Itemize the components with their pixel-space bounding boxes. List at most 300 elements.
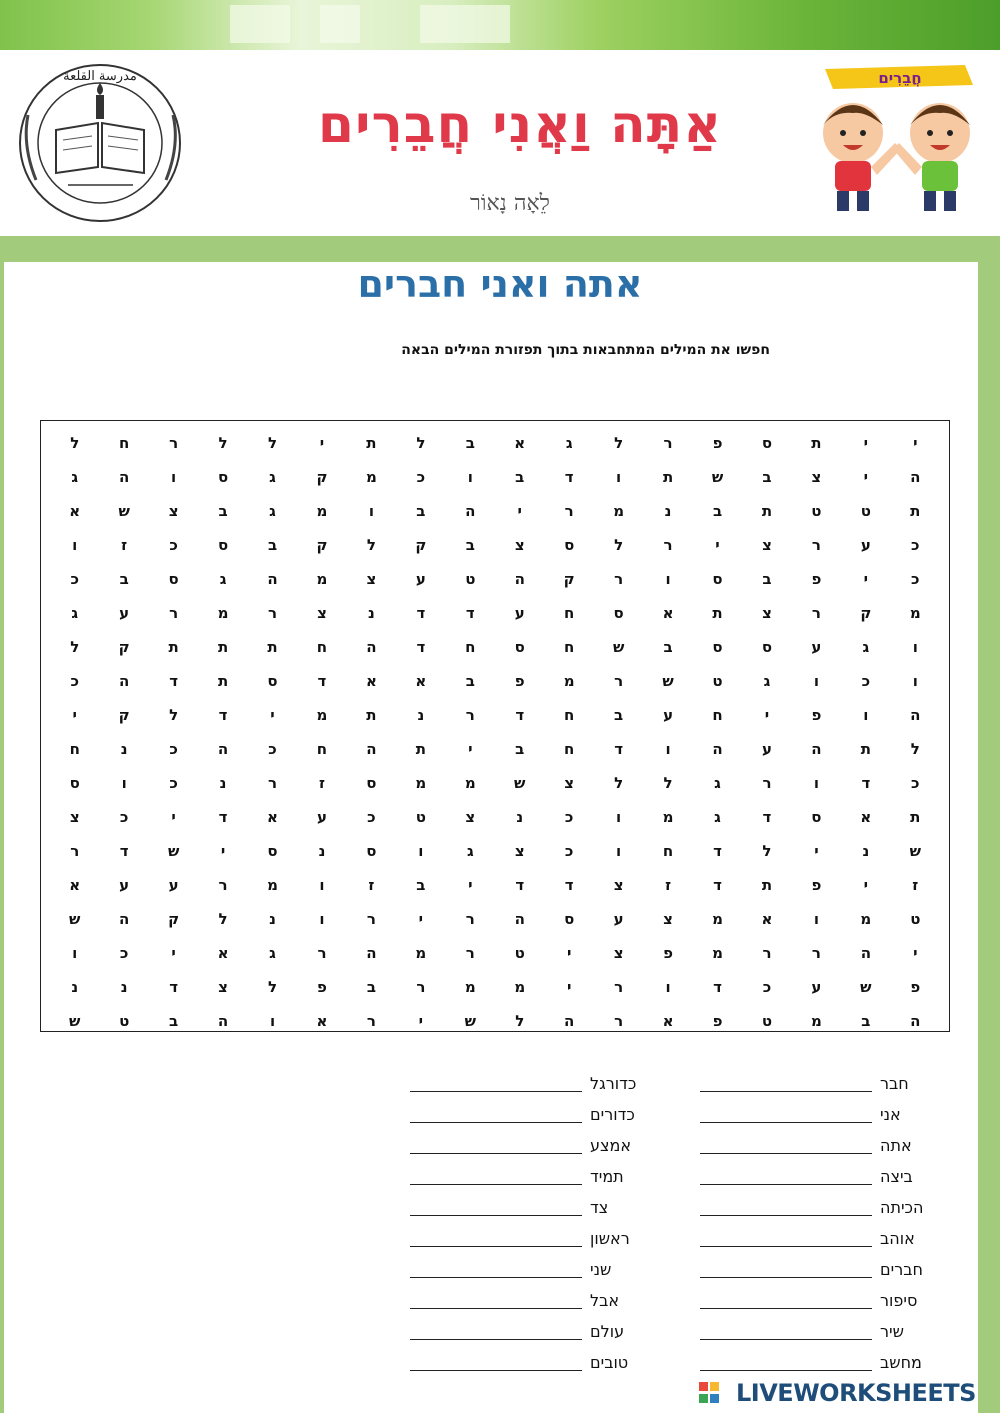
grid-letter[interactable]: ח	[316, 740, 328, 758]
grid-letter[interactable]: ה	[119, 468, 130, 486]
grid-letter[interactable]: ג	[565, 434, 573, 452]
grid-letter[interactable]: ק	[563, 570, 575, 588]
grid-letter[interactable]: ב	[515, 468, 525, 486]
grid-letter[interactable]: נ	[219, 774, 227, 792]
grid-letter[interactable]: מ	[464, 774, 476, 792]
grid-letter[interactable]: ב	[119, 570, 129, 588]
grid-letter[interactable]: כ	[762, 978, 772, 996]
grid-letter[interactable]: ה	[514, 910, 525, 928]
grid-letter[interactable]: ש	[118, 502, 130, 520]
grid-letter[interactable]: ר	[614, 570, 624, 588]
grid-letter[interactable]: נ	[120, 740, 128, 758]
grid-letter[interactable]: ט	[811, 502, 822, 520]
grid-letter[interactable]: י	[863, 468, 869, 486]
grid-letter[interactable]: ג	[269, 468, 276, 486]
grid-letter[interactable]: ל	[416, 434, 426, 452]
grid-letter[interactable]: ר	[811, 536, 821, 554]
grid-letter[interactable]: מ	[415, 944, 427, 962]
grid-letter[interactable]: ב	[663, 638, 673, 656]
grid-letter[interactable]: צ	[613, 944, 624, 962]
grid-letter[interactable]: מ	[415, 774, 427, 792]
grid-letter[interactable]: ו	[171, 468, 177, 486]
grid-letter[interactable]: פ	[317, 978, 327, 996]
grid-letter[interactable]: ק	[118, 638, 130, 656]
grid-letter[interactable]: ל	[218, 910, 228, 928]
grid-letter[interactable]: ס	[514, 638, 525, 656]
grid-letter[interactable]: ת	[366, 706, 377, 724]
grid-letter[interactable]: ח	[119, 434, 130, 452]
grid-letter[interactable]: ט	[514, 944, 525, 962]
grid-letter[interactable]: ש	[514, 774, 526, 792]
grid-letter[interactable]: א	[662, 604, 674, 622]
grid-letter[interactable]: כ	[861, 672, 871, 690]
grid-letter[interactable]: כ	[169, 774, 178, 792]
grid-letter[interactable]: ר	[614, 1012, 624, 1030]
grid-letter[interactable]: ב	[762, 468, 772, 486]
grid-letter[interactable]: ו	[616, 808, 622, 826]
answer-line[interactable]	[700, 1075, 872, 1092]
grid-letter[interactable]: ע	[811, 978, 822, 996]
grid-letter[interactable]: ע	[316, 808, 327, 826]
grid-letter[interactable]: ו	[368, 502, 374, 520]
grid-letter[interactable]: צ	[762, 604, 772, 622]
grid-letter[interactable]: ל	[267, 978, 278, 996]
grid-letter[interactable]: ל	[70, 434, 80, 452]
grid-letter[interactable]: מ	[316, 502, 328, 520]
grid-letter[interactable]: פ	[811, 876, 822, 894]
grid-letter[interactable]: ח	[712, 706, 723, 724]
grid-letter[interactable]: ח	[564, 638, 575, 656]
grid-letter[interactable]: כ	[169, 536, 178, 554]
grid-letter[interactable]: ב	[861, 1012, 871, 1030]
grid-letter[interactable]: צ	[811, 468, 822, 486]
grid-letter[interactable]: ו	[912, 672, 918, 690]
grid-letter[interactable]: ו	[72, 944, 78, 962]
grid-letter[interactable]: ר	[762, 944, 772, 962]
grid-letter[interactable]: ר	[614, 672, 624, 690]
grid-letter[interactable]: נ	[862, 842, 870, 860]
grid-letter[interactable]: ה	[910, 468, 921, 486]
grid-letter[interactable]: ש	[662, 672, 674, 690]
grid-letter[interactable]: ש	[464, 1012, 476, 1030]
grid-letter[interactable]: ר	[70, 842, 80, 860]
grid-letter[interactable]: ר	[811, 944, 821, 962]
grid-letter[interactable]: ל	[663, 774, 673, 792]
grid-letter[interactable]: ק	[168, 910, 180, 928]
grid-letter[interactable]: פ	[712, 1012, 723, 1030]
grid-letter[interactable]: מ	[810, 1012, 822, 1030]
grid-letter[interactable]: כ	[169, 740, 178, 758]
grid-letter[interactable]: ת	[860, 740, 871, 758]
grid-letter[interactable]: ש	[860, 978, 872, 996]
grid-letter[interactable]: ב	[366, 978, 376, 996]
grid-letter[interactable]: ב	[465, 536, 475, 554]
grid-letter[interactable]: ר	[416, 978, 426, 996]
grid-letter[interactable]: ה	[366, 638, 377, 656]
grid-letter[interactable]: צ	[366, 570, 377, 588]
grid-letter[interactable]: ג	[763, 672, 771, 690]
grid-letter[interactable]: ה	[366, 944, 377, 962]
grid-letter[interactable]: ד	[614, 740, 624, 758]
grid-letter[interactable]: מ	[860, 910, 872, 928]
grid-letter[interactable]: מ	[365, 468, 377, 486]
grid-letter[interactable]: י	[764, 706, 770, 724]
grid-letter[interactable]: ה	[712, 740, 723, 758]
grid-letter[interactable]: ת	[217, 638, 229, 656]
grid-letter[interactable]: כ	[268, 740, 277, 758]
grid-letter[interactable]: ב	[267, 536, 278, 554]
grid-letter[interactable]: ר	[465, 944, 475, 962]
grid-letter[interactable]: ט	[465, 570, 476, 588]
grid-letter[interactable]: ר	[663, 434, 673, 452]
grid-letter[interactable]: ח	[662, 842, 674, 860]
grid-letter[interactable]: י	[814, 842, 819, 860]
grid-letter[interactable]: ד	[416, 638, 426, 656]
grid-letter[interactable]: ס	[267, 842, 278, 860]
grid-letter[interactable]: י	[72, 706, 77, 724]
grid-letter[interactable]: ו	[665, 740, 671, 758]
grid-letter[interactable]: כ	[367, 808, 376, 826]
grid-letter[interactable]: ר	[762, 774, 772, 792]
grid-letter[interactable]: ד	[169, 672, 179, 690]
grid-letter[interactable]: ס	[366, 774, 377, 792]
grid-letter[interactable]: י	[863, 876, 869, 894]
grid-letter[interactable]: ט	[415, 808, 426, 826]
grid-letter[interactable]: מ	[217, 604, 229, 622]
grid-letter[interactable]: ס	[761, 434, 773, 452]
grid-letter[interactable]: ט	[119, 1012, 130, 1030]
grid-letter[interactable]: ט	[712, 672, 723, 690]
grid-letter[interactable]: ד	[317, 672, 327, 690]
answer-line[interactable]	[700, 1137, 872, 1154]
grid-letter[interactable]: ט	[860, 502, 871, 520]
grid-letter[interactable]: מ	[712, 944, 723, 962]
grid-letter[interactable]: א	[761, 910, 773, 928]
grid-letter[interactable]: נ	[417, 706, 425, 724]
grid-letter[interactable]: ח	[564, 740, 575, 758]
grid-letter[interactable]: ש	[69, 910, 81, 928]
grid-letter[interactable]: ד	[713, 842, 722, 860]
grid-letter[interactable]: ש	[612, 638, 625, 656]
grid-letter[interactable]: מ	[909, 604, 921, 622]
grid-letter[interactable]: י	[468, 876, 473, 894]
grid-letter[interactable]: ד	[713, 876, 722, 894]
grid-letter[interactable]: ד	[515, 876, 525, 894]
grid-letter[interactable]: כ	[119, 808, 129, 826]
grid-letter[interactable]: צ	[613, 876, 624, 894]
grid-letter[interactable]: י	[171, 944, 176, 962]
grid-letter[interactable]: ס	[168, 570, 179, 588]
grid-letter[interactable]: ה	[366, 740, 377, 758]
grid-letter[interactable]: צ	[317, 604, 327, 622]
grid-letter[interactable]: ו	[269, 1012, 276, 1030]
grid-letter[interactable]: ס	[712, 570, 723, 588]
grid-letter[interactable]: ש	[711, 468, 724, 486]
grid-letter[interactable]: מ	[316, 706, 328, 724]
grid-letter[interactable]: ו	[616, 842, 622, 860]
grid-letter[interactable]: ז	[318, 774, 325, 792]
grid-letter[interactable]: ז	[912, 876, 919, 894]
grid-letter[interactable]: י	[418, 910, 424, 928]
grid-letter[interactable]: פ	[663, 944, 673, 962]
grid-letter[interactable]: נ	[664, 502, 672, 520]
answer-line[interactable]	[410, 1106, 582, 1123]
grid-letter[interactable]: י	[913, 434, 918, 452]
grid-letter[interactable]: ה	[514, 570, 525, 588]
answer-line[interactable]	[410, 1075, 582, 1092]
grid-letter[interactable]: צ	[168, 502, 179, 520]
grid-letter[interactable]: ת	[712, 604, 723, 622]
grid-letter[interactable]: ה	[267, 570, 278, 588]
grid-letter[interactable]: מ	[464, 978, 476, 996]
answer-line[interactable]	[700, 1354, 872, 1371]
grid-letter[interactable]: י	[517, 502, 522, 520]
grid-letter[interactable]: ד	[564, 468, 574, 486]
grid-letter[interactable]: י	[270, 706, 275, 724]
grid-letter[interactable]: צ	[762, 536, 772, 554]
grid-letter[interactable]: ר	[564, 502, 574, 520]
grid-letter[interactable]: ל	[169, 706, 179, 724]
grid-letter[interactable]: ה	[217, 1012, 229, 1030]
grid-letter[interactable]: א	[662, 1012, 674, 1030]
grid-letter[interactable]: ס	[366, 842, 377, 860]
answer-line[interactable]	[700, 1168, 872, 1185]
grid-letter[interactable]: ו	[418, 842, 424, 860]
grid-letter[interactable]: ה	[910, 706, 921, 724]
grid-letter[interactable]: ו	[813, 910, 819, 928]
grid-letter[interactable]: צ	[69, 808, 80, 826]
grid-letter[interactable]: ס	[712, 638, 723, 656]
grid-letter[interactable]: ר	[268, 604, 278, 622]
grid-letter[interactable]: ד	[515, 706, 525, 724]
grid-letter[interactable]: ד	[564, 876, 574, 894]
grid-letter[interactable]: ו	[467, 468, 473, 486]
grid-letter[interactable]: ר	[465, 910, 475, 928]
grid-letter[interactable]: ע	[811, 638, 822, 656]
grid-letter[interactable]: ס	[267, 672, 278, 690]
grid-letter[interactable]: א	[415, 672, 427, 690]
grid-letter[interactable]: ה	[910, 1012, 921, 1030]
grid-letter[interactable]: כ	[564, 842, 574, 860]
grid-letter[interactable]: ב	[169, 1012, 179, 1030]
grid-letter[interactable]: ג	[862, 638, 870, 656]
grid-letter[interactable]: ת	[761, 876, 773, 894]
grid-letter[interactable]: צ	[465, 808, 476, 826]
grid-letter[interactable]: ת	[662, 468, 674, 486]
grid-letter[interactable]: ו	[863, 706, 869, 724]
grid-letter[interactable]: מ	[712, 910, 723, 928]
grid-letter[interactable]: ת	[168, 638, 179, 656]
grid-letter[interactable]: ל	[515, 1012, 525, 1030]
grid-letter[interactable]: ה	[465, 502, 476, 520]
grid-letter[interactable]: צ	[514, 536, 525, 554]
grid-letter[interactable]: ו	[121, 774, 127, 792]
grid-letter[interactable]: ר	[218, 876, 228, 894]
answer-line[interactable]	[410, 1261, 582, 1278]
grid-letter[interactable]: ד	[218, 808, 228, 826]
grid-letter[interactable]: ד	[465, 604, 475, 622]
grid-letter[interactable]: ל	[70, 638, 80, 656]
grid-letter[interactable]: ט	[910, 910, 921, 928]
grid-letter[interactable]: ר	[169, 434, 179, 452]
answer-line[interactable]	[410, 1199, 582, 1216]
grid-letter[interactable]: כ	[911, 570, 920, 588]
grid-letter[interactable]: ג	[466, 842, 474, 860]
grid-letter[interactable]: מ	[613, 502, 625, 520]
answer-line[interactable]	[700, 1323, 872, 1340]
grid-letter[interactable]: צ	[514, 842, 525, 860]
grid-letter[interactable]: כ	[564, 808, 574, 826]
grid-letter[interactable]: ח	[564, 706, 575, 724]
grid-letter[interactable]: כ	[70, 672, 79, 690]
grid-letter[interactable]: י	[220, 842, 226, 860]
grid-letter[interactable]: פ	[811, 570, 822, 588]
grid-letter[interactable]: ח	[316, 638, 328, 656]
grid-letter[interactable]: ק	[860, 604, 872, 622]
grid-letter[interactable]: ו	[665, 570, 671, 588]
grid-letter[interactable]: ס	[613, 604, 624, 622]
grid-letter[interactable]: ס	[217, 468, 229, 486]
grid-letter[interactable]: ו	[813, 774, 819, 792]
grid-letter[interactable]: כ	[911, 536, 920, 554]
grid-letter[interactable]: ע	[613, 910, 624, 928]
grid-letter[interactable]: ס	[69, 774, 80, 792]
grid-letter[interactable]: ס	[564, 910, 575, 928]
grid-letter[interactable]: י	[566, 944, 572, 962]
grid-letter[interactable]: ו	[813, 672, 819, 690]
grid-letter[interactable]: י	[418, 1012, 424, 1030]
grid-letter[interactable]: ד	[416, 604, 426, 622]
grid-letter[interactable]: ח	[564, 604, 575, 622]
grid-letter[interactable]: ר	[268, 774, 278, 792]
grid-letter[interactable]: ג	[71, 604, 79, 622]
grid-letter[interactable]: ט	[761, 1012, 773, 1030]
grid-letter[interactable]: ד	[218, 706, 228, 724]
grid-letter[interactable]: י	[468, 740, 473, 758]
grid-letter[interactable]: ו	[616, 468, 622, 486]
grid-letter[interactable]: ב	[416, 876, 426, 894]
grid-letter[interactable]: ת	[910, 808, 921, 826]
grid-letter[interactable]: ע	[761, 740, 772, 758]
grid-letter[interactable]: ע	[168, 876, 179, 894]
grid-letter[interactable]: ו	[72, 536, 78, 554]
grid-letter[interactable]: ת	[910, 502, 921, 520]
grid-letter[interactable]: ג	[714, 774, 721, 792]
grid-letter[interactable]: ו	[912, 638, 918, 656]
grid-letter[interactable]: ג	[714, 808, 721, 826]
grid-letter[interactable]: ב	[416, 502, 426, 520]
grid-letter[interactable]: ב	[465, 672, 475, 690]
grid-letter[interactable]: א	[365, 672, 377, 690]
grid-letter[interactable]: ו	[665, 978, 671, 996]
grid-letter[interactable]: ד	[762, 808, 772, 826]
grid-letter[interactable]: ב	[465, 434, 475, 452]
grid-letter[interactable]: פ	[910, 978, 921, 996]
answer-line[interactable]	[700, 1106, 872, 1123]
grid-letter[interactable]: ע	[415, 570, 426, 588]
grid-letter[interactable]: ד	[861, 774, 871, 792]
grid-letter[interactable]: ל	[762, 842, 772, 860]
grid-letter[interactable]: ה	[860, 944, 871, 962]
grid-letter[interactable]: ש	[69, 1012, 81, 1030]
grid-letter[interactable]: ע	[119, 604, 130, 622]
grid-letter[interactable]: נ	[71, 978, 79, 996]
answer-line[interactable]	[700, 1230, 872, 1247]
grid-letter[interactable]: ה	[119, 910, 130, 928]
grid-letter[interactable]: ק	[118, 706, 130, 724]
grid-letter[interactable]: ר	[663, 536, 673, 554]
grid-letter[interactable]: ת	[267, 638, 278, 656]
grid-letter[interactable]: י	[319, 434, 325, 452]
grid-letter[interactable]: פ	[712, 434, 723, 452]
answer-line[interactable]	[410, 1230, 582, 1247]
grid-letter[interactable]: ז	[368, 876, 375, 894]
grid-letter[interactable]: ב	[515, 740, 525, 758]
grid-letter[interactable]: ה	[564, 1012, 575, 1030]
grid-letter[interactable]: צ	[218, 978, 228, 996]
grid-letter[interactable]: ה	[119, 672, 130, 690]
grid-letter[interactable]: י	[566, 978, 572, 996]
grid-letter[interactable]: ת	[415, 740, 426, 758]
grid-letter[interactable]: ש	[909, 842, 921, 860]
answer-line[interactable]	[410, 1292, 582, 1309]
grid-letter[interactable]: מ	[267, 876, 278, 894]
grid-letter[interactable]: ה	[217, 740, 229, 758]
grid-letter[interactable]: ש	[167, 842, 180, 860]
grid-letter[interactable]: נ	[368, 604, 375, 622]
answer-line[interactable]	[410, 1137, 582, 1154]
grid-letter[interactable]: ק	[316, 536, 328, 554]
grid-letter[interactable]: ל	[366, 536, 376, 554]
grid-letter[interactable]: א	[860, 808, 872, 826]
grid-letter[interactable]: א	[217, 944, 229, 962]
grid-letter[interactable]: ס	[564, 536, 575, 554]
grid-letter[interactable]: צ	[663, 910, 673, 928]
answer-line[interactable]	[410, 1168, 582, 1185]
grid-letter[interactable]: א	[316, 1012, 328, 1030]
grid-letter[interactable]: ג	[219, 570, 227, 588]
grid-letter[interactable]: ע	[663, 706, 674, 724]
grid-letter[interactable]: ח	[69, 740, 80, 758]
grid-letter[interactable]: ק	[415, 536, 427, 554]
grid-letter[interactable]: ת	[366, 434, 377, 452]
grid-letter[interactable]: כ	[119, 944, 129, 962]
grid-letter[interactable]: ת	[811, 434, 822, 452]
answer-line[interactable]	[700, 1261, 872, 1278]
grid-letter[interactable]: ב	[762, 570, 772, 588]
grid-letter[interactable]: מ	[563, 672, 575, 690]
grid-letter[interactable]: ר	[811, 604, 821, 622]
grid-letter[interactable]: י	[863, 434, 869, 452]
answer-line[interactable]	[700, 1199, 872, 1216]
grid-letter[interactable]: צ	[564, 774, 575, 792]
grid-letter[interactable]: ר	[366, 910, 376, 928]
grid-letter[interactable]: ת	[217, 672, 229, 690]
grid-letter[interactable]: ל	[910, 740, 920, 758]
grid-letter[interactable]: ג	[71, 468, 79, 486]
grid-letter[interactable]: נ	[516, 808, 524, 826]
grid-letter[interactable]: ל	[218, 434, 228, 452]
grid-letter[interactable]: ס	[811, 808, 822, 826]
grid-letter[interactable]: ז	[121, 536, 128, 554]
grid-letter[interactable]: ח	[465, 638, 476, 656]
grid-letter[interactable]: ר	[614, 978, 624, 996]
grid-letter[interactable]: ר	[169, 604, 179, 622]
grid-letter[interactable]: ל	[614, 536, 624, 554]
grid-letter[interactable]: פ	[811, 706, 822, 724]
grid-letter[interactable]: ד	[169, 978, 179, 996]
grid-letter[interactable]: פ	[514, 672, 525, 690]
